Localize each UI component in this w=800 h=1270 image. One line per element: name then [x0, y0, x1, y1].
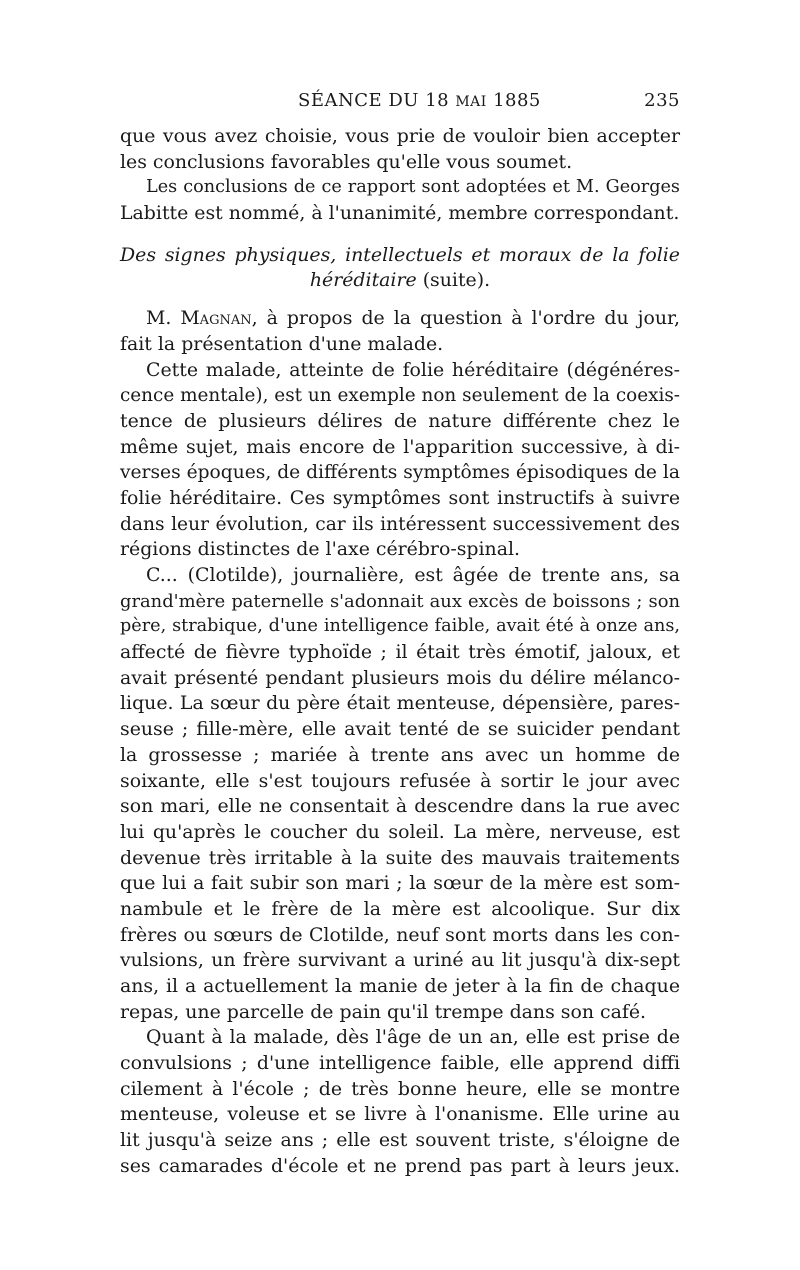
paragraph-2 — [120, 175, 680, 226]
spacer — [120, 294, 680, 306]
text-line: lit jusqu'à seize ans ; elle est souvent triste, s'éloigne de — [120, 1129, 680, 1152]
header-title — [298, 90, 541, 111]
text-line: que lui a fait subir son mari ; la sœur de la mère est som- — [120, 872, 680, 895]
running-header — [120, 90, 680, 120]
spacer — [120, 227, 680, 243]
text-line: menteuse, voleuse et se livre à l'onanisme. Elle urine au — [120, 1103, 680, 1126]
section-title — [120, 243, 680, 294]
text-line: devenue très irritable à la suite des mauvais traitements — [120, 846, 680, 869]
paragraph-1 — [120, 124, 680, 175]
text-line: Cette malade, atteinte de folie héréditaire (dégénéres- — [146, 358, 680, 381]
page-body — [120, 124, 680, 1180]
text-line: tence de plusieurs délires de nature différente chez le — [120, 409, 680, 432]
paragraph-4 — [120, 358, 680, 564]
text-line: Labitte est nommé, à l'unanimité, membre correspondant. — [120, 202, 680, 225]
text-line: père, strabique, d'une intelligence faible, avait été à onze ans, — [120, 616, 680, 637]
text-line: avait présenté pendant plusieurs mois du délire mélanco- — [120, 666, 680, 689]
header-title-year: 1885 — [493, 90, 541, 111]
text-line: son mari, elle ne consentait à descendre dans la rue avec — [120, 795, 680, 818]
text-line: Quant à la malade, dès l'âge de un an, elle est prise de — [146, 1026, 680, 1049]
text-line: ses camarades d'école et ne prend pas part à leurs jeux. — [120, 1154, 680, 1177]
text-line: Les conclusions de ce rapport sont adoptées et M. Georges — [146, 177, 680, 198]
text-line: la grossesse ; mariée à trente ans avec un homme de — [120, 743, 680, 766]
text-line: que vous avez choisie, vous prie de vouloir bien accepter — [120, 125, 680, 147]
paragraph-6 — [120, 1025, 680, 1179]
header-title-day: 18 — [425, 90, 450, 111]
paragraph-3 — [120, 306, 680, 357]
text-line: frères ou sœurs de Clotilde, neuf sont morts dans les con- — [120, 923, 680, 946]
text-line: seuse ; fille-mère, elle avait tenté de se suicider pendant — [120, 718, 680, 741]
text-line: verses époques, de différents symptômes épisodiques de la — [120, 462, 680, 484]
text-line: affecté de fièvre typhoïde ; il était très émotif, jaloux, et — [120, 641, 680, 664]
text-line — [120, 306, 680, 332]
text-line: les conclusions favorables qu'elle vous soumet. — [120, 150, 573, 173]
text-line: cence mentale), est un exemple non seulement de la coexis- — [120, 385, 680, 407]
section-title-line-1: Des signes physiques, intellectuels et moraux de la folie — [120, 243, 680, 266]
section-title-italic: héréditaire — [309, 269, 417, 292]
text-line: C... (Clotilde), journalière, est âgée de trente ans, sa — [146, 564, 680, 586]
text-line: vulsions, un frère survivant a uriné au lit jusqu'à dix-sept — [120, 949, 680, 972]
text-line: nambule et le frère de la mère est alcoolique. Sur dix — [120, 897, 680, 920]
header-title-prefix: SÉANCE DU — [298, 90, 419, 111]
text-line: convulsions ; d'une intelligence faible, elle apprend diffi — [120, 1052, 680, 1075]
text-line: lui qu'après le coucher du soleil. La mère, nerveuse, est — [120, 820, 680, 843]
text-line: folie héréditaire. Ces symptômes sont instructifs à suivre — [120, 486, 680, 509]
text-line: soixante, elle s'est toujours refusée à sortir le jour avec — [120, 769, 680, 792]
section-title-line-2 — [120, 268, 680, 294]
paragraph-5 — [120, 563, 680, 1025]
text-line: ans, il a actuellement la manie de jeter à la fin de chaque — [120, 975, 680, 997]
text-line: repas, une parcelle de pain qu'il trempe dans son café. — [120, 1000, 647, 1023]
text-line: même sujet, mais encore de l'apparition successive, à di- — [120, 435, 680, 458]
speaker-prefix: M. — [146, 307, 172, 330]
text-line: fait la présentation d'une malade. — [120, 332, 444, 355]
text-line: lique. La sœur du père était menteuse, dépensière, pares- — [120, 692, 680, 715]
text-line: régions distinctes de l'axe cérébro-spinal. — [120, 538, 521, 561]
text-line: grand'mère paternelle s'adonnait aux excès de boissons ; son — [120, 590, 680, 612]
header-title-month: MAI — [455, 94, 487, 110]
text-fragment: , à propos de la question à l'ordre du jour, — [251, 307, 680, 330]
page-number: 235 — [644, 90, 680, 111]
speaker-name: Magnan — [180, 307, 252, 330]
section-title-suffix: (suite). — [422, 269, 491, 292]
text-line: dans leur évolution, car ils intéressent successivement des — [120, 513, 680, 535]
text-line: cilement à l'école ; de très bonne heure, elle se montre — [120, 1077, 680, 1100]
